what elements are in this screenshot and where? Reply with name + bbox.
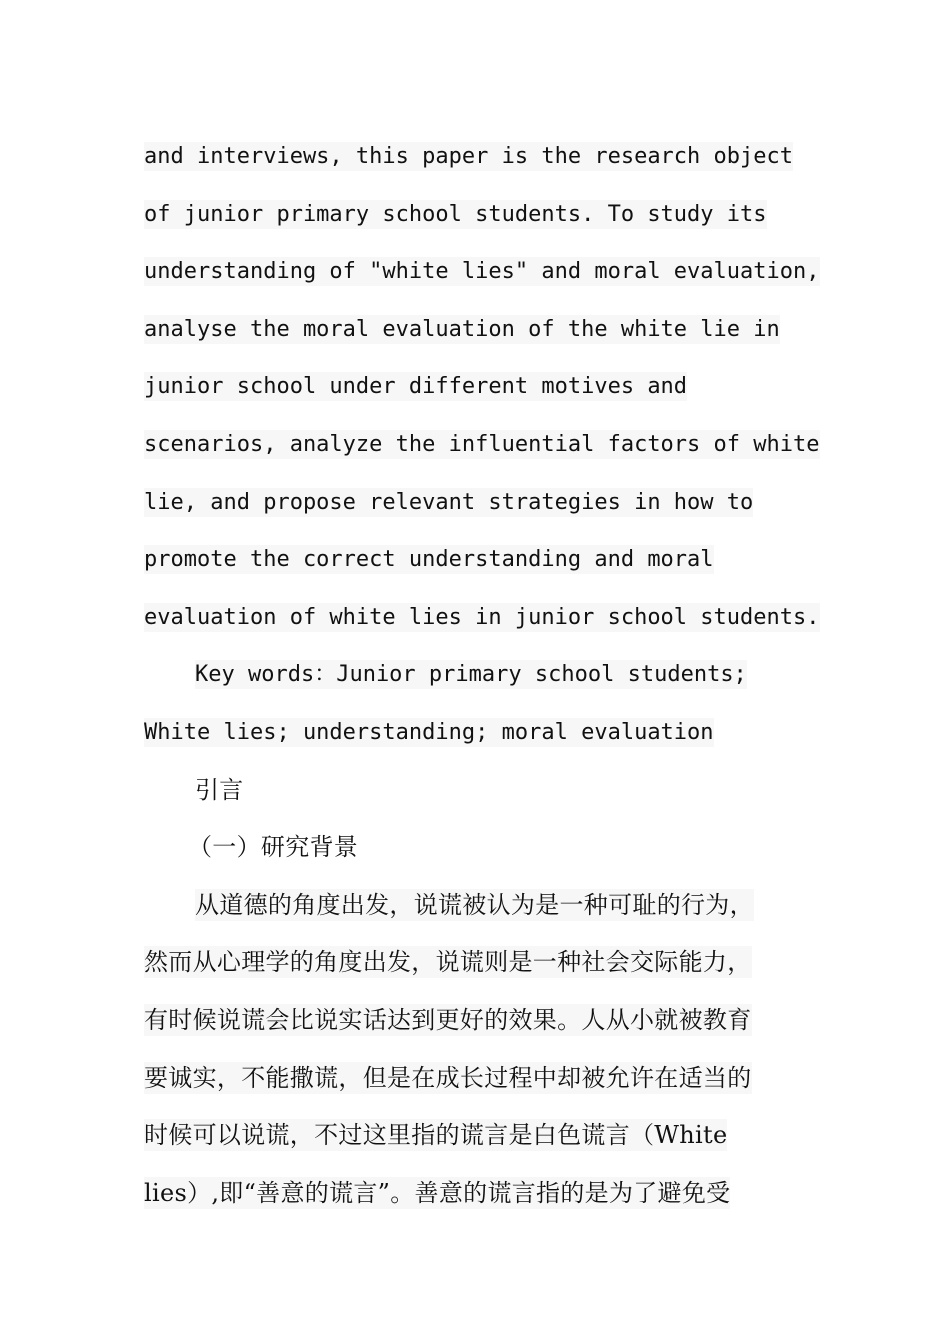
abstract-line: lie, and propose relevant strategies in how to bbox=[144, 489, 754, 515]
section-title: 引言 bbox=[195, 775, 244, 804]
document-body bbox=[144, 128, 820, 1222]
paragraph-line: 从道德的角度出发，说谎被认为是一种可耻的行为， bbox=[195, 890, 754, 919]
subsection-title: （一）研究背景 bbox=[188, 833, 359, 862]
paragraph-line: 时候可以说谎，不过这里指的谎言是白色谎言（White bbox=[144, 1121, 728, 1150]
paragraph-line: 有时候说谎会比说实话达到更好的效果。人从小就被教育 bbox=[144, 1005, 752, 1034]
abstract-line: and interviews, this paper is the research object bbox=[144, 144, 794, 169]
paragraph-line: 要诚实，不能撒谎，但是在成长过程中却被允许在适当的 bbox=[144, 1063, 752, 1092]
keywords-line: White lies; understanding; moral evaluation bbox=[144, 719, 714, 745]
abstract-line: evaluation of white lies in junior school students. bbox=[144, 604, 820, 630]
abstract-line: promote the correct understanding and moral bbox=[144, 547, 714, 573]
abstract-line: analyse the moral evaluation of the white lie in bbox=[144, 316, 780, 342]
paragraph-line: lies）,即“善意的谎言”。善意的谎言指的是为了避免受 bbox=[144, 1178, 731, 1207]
abstract-line: junior school under different motives and bbox=[144, 374, 688, 400]
abstract-line: scenarios, analyze the influential factors of white bbox=[144, 431, 820, 457]
keywords-line: Key words：Junior primary school students; bbox=[195, 662, 747, 688]
abstract-line: understanding of "white lies" and moral evaluation, bbox=[144, 259, 820, 285]
paragraph-line: 然而从心理学的角度出发，说谎则是一种社会交际能力， bbox=[144, 948, 752, 977]
abstract-line: of junior primary school students. To study its bbox=[144, 201, 767, 227]
